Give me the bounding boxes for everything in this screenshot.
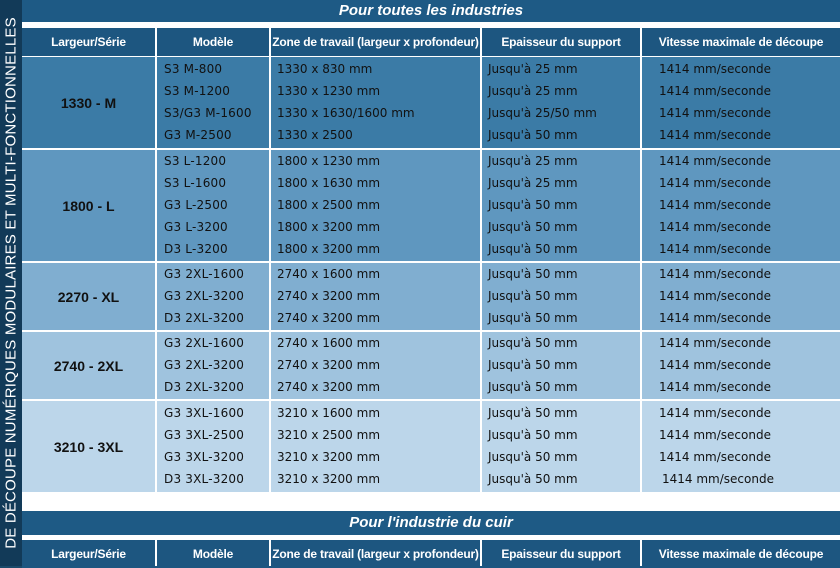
cell-modele: S3/G3 M-1600 [164,106,252,120]
cell-epaisseur: Jusqu'à 50 mm [488,242,578,256]
cell-modele: S3 M-1200 [164,84,231,98]
cell-vitesse: 1414 mm/seconde [659,267,771,281]
series-label: 2740 - 2XL [53,357,124,374]
cell-zone: 3210 x 3200 mm [277,450,381,464]
cell-epaisseur: Jusqu'à 50 mm [488,220,578,234]
cell-vitesse: 1414 mm/seconde [659,336,771,350]
cell-vitesse: 1414 mm/seconde [659,311,771,325]
cell-epaisseur: Jusqu'à 25 mm [488,62,578,76]
cell-vitesse: 1414 mm/seconde [659,358,771,372]
header-vitesse: Vitesse maximale de découpe [658,35,824,49]
table-row [22,285,840,307]
cell-zone: 3210 x 2500 mm [277,428,381,442]
header-epaisseur: Epaisseur du support [501,547,621,561]
cell-epaisseur: Jusqu'à 50 mm [488,128,578,142]
cell-epaisseur: Jusqu'à 50 mm [488,198,578,212]
table-row [22,124,840,146]
cell-modele: D3 3XL-3200 [164,472,245,486]
cell-epaisseur: Jusqu'à 50 mm [488,358,578,372]
column-divider [269,540,271,566]
table-row [22,102,840,124]
cell-epaisseur: Jusqu'à 25/50 mm [488,106,597,120]
cell-zone: 1330 x 1630/1600 mm [277,106,415,120]
cell-modele: G3 2XL-3200 [164,358,245,372]
table-row [22,194,840,216]
cell-zone: 1330 x 830 mm [277,62,373,76]
sidebar-title: DE DÉCOUPE NUMÉRIQUES MODULAIRES ET MULTI-FONCTIONNELLES [2,17,20,549]
cell-vitesse: 1414 mm/seconde [659,176,771,190]
column-divider [155,28,157,492]
cell-modele: D3 2XL-3200 [164,311,245,325]
section-title-cuir: Pour l'industrie du cuir [22,511,840,535]
cell-vitesse: 1414 mm/seconde [659,84,771,98]
cell-modele: S3 L-1600 [164,176,227,190]
cell-vitesse: 1414 mm/seconde [659,406,771,420]
table-row [22,238,840,260]
cell-modele: G3 2XL-3200 [164,289,245,303]
header-largeur-serie: Largeur/Série [51,547,126,561]
cell-epaisseur: Jusqu'à 50 mm [488,450,578,464]
series-label: 1800 - L [62,197,115,214]
table-row [22,468,840,490]
cell-modele: G3 M-2500 [164,128,232,142]
cell-epaisseur: Jusqu'à 50 mm [488,336,578,350]
column-divider [269,28,271,492]
cell-zone: 1800 x 3200 mm [277,242,381,256]
cell-zone: 1800 x 1630 mm [277,176,381,190]
table-row [22,446,840,468]
cell-epaisseur: Jusqu'à 50 mm [488,380,578,394]
table-row [22,150,840,172]
table-row [22,263,840,285]
cell-modele: G3 2XL-1600 [164,267,245,281]
section-title-industries: Pour toutes les industries [22,0,840,22]
cell-epaisseur: Jusqu'à 50 mm [488,428,578,442]
cell-modele: S3 M-800 [164,62,223,76]
cell-zone: 1800 x 2500 mm [277,198,381,212]
series-label: 3210 - 3XL [53,438,124,455]
cell-modele: G3 L-3200 [164,220,228,234]
series-group-xl [22,263,840,330]
cell-epaisseur: Jusqu'à 25 mm [488,154,578,168]
cell-zone: 3210 x 3200 mm [277,472,381,486]
column-divider [640,540,642,566]
cell-zone: 2740 x 3200 mm [277,289,381,303]
cell-modele: G3 2XL-1600 [164,336,245,350]
header-vitesse: Vitesse maximale de découpe [658,547,824,561]
cell-vitesse: 1414 mm/seconde [659,62,771,76]
column-divider [480,540,482,566]
cell-vitesse: 1414 mm/seconde [659,154,771,168]
table-row [22,376,840,398]
cell-vitesse: 1414 mm/seconde [659,450,771,464]
cell-epaisseur: Jusqu'à 25 mm [488,84,578,98]
cell-zone: 3210 x 1600 mm [277,406,381,420]
cell-vitesse: 1414 mm/seconde [659,106,771,120]
header-largeur-serie: Largeur/Série [51,35,126,49]
cell-epaisseur: Jusqu'à 50 mm [488,267,578,281]
cell-zone: 1800 x 1230 mm [277,154,381,168]
cell-epaisseur: Jusqu'à 50 mm [488,311,578,325]
cell-vitesse: 1414 mm/seconde [659,242,771,256]
cell-zone: 2740 x 1600 mm [277,336,381,350]
cell-zone: 2740 x 3200 mm [277,358,381,372]
table-row [22,402,840,424]
cell-vitesse: 1414 mm/seconde [659,380,771,394]
spec-table [22,0,840,566]
cell-vitesse: 1414 mm/seconde [659,220,771,234]
table-row [22,332,840,354]
table-row [22,80,840,102]
cell-epaisseur: Jusqu'à 50 mm [488,472,578,486]
header-modele: Modèle [192,35,234,49]
cell-zone: 1800 x 3200 mm [277,220,381,234]
cell-zone: 2740 x 1600 mm [277,267,381,281]
cell-modele: G3 L-2500 [164,198,228,212]
series-group-3xl [22,401,840,492]
cell-epaisseur: Jusqu'à 25 mm [488,176,578,190]
table-row [22,307,840,329]
cell-zone: 1330 x 1230 mm [277,84,381,98]
header-zone-travail: Zone de travail (largeur x profondeur) [272,35,479,49]
cell-vitesse: 1414 mm/seconde [659,428,771,442]
cell-zone: 1330 x 2500 [277,128,353,142]
header-modele: Modèle [192,547,234,561]
table-row [22,172,840,194]
header-zone-travail: Zone de travail (largeur x profondeur) [272,547,479,561]
cell-modele: D3 L-3200 [164,242,228,256]
cell-modele: G3 3XL-1600 [164,406,245,420]
cell-vitesse: 1414 mm/seconde [662,472,774,486]
cell-modele: S3 L-1200 [164,154,227,168]
series-group-l [22,150,840,261]
table-header [22,28,840,56]
header-epaisseur: Epaisseur du support [501,35,621,49]
table-row [22,58,840,80]
column-divider [480,28,482,492]
cell-vitesse: 1414 mm/seconde [659,289,771,303]
series-group-2xl [22,332,840,399]
cell-modele: G3 3XL-2500 [164,428,245,442]
cell-epaisseur: Jusqu'à 50 mm [488,289,578,303]
cell-modele: G3 3XL-3200 [164,450,245,464]
series-group-m [22,57,840,148]
cell-zone: 2740 x 3200 mm [277,380,381,394]
series-label: 1330 - M [60,94,117,111]
cell-epaisseur: Jusqu'à 50 mm [488,406,578,420]
cell-zone: 2740 x 3200 mm [277,311,381,325]
table-header [22,540,840,568]
cell-vitesse: 1414 mm/seconde [659,198,771,212]
cell-modele: D3 2XL-3200 [164,380,245,394]
column-divider [640,28,642,492]
table-row [22,424,840,446]
table-row [22,216,840,238]
series-label: 2270 - XL [57,288,120,305]
column-divider [155,540,157,566]
table-row [22,354,840,376]
sidebar-banner [0,0,22,566]
cell-vitesse: 1414 mm/seconde [659,128,771,142]
